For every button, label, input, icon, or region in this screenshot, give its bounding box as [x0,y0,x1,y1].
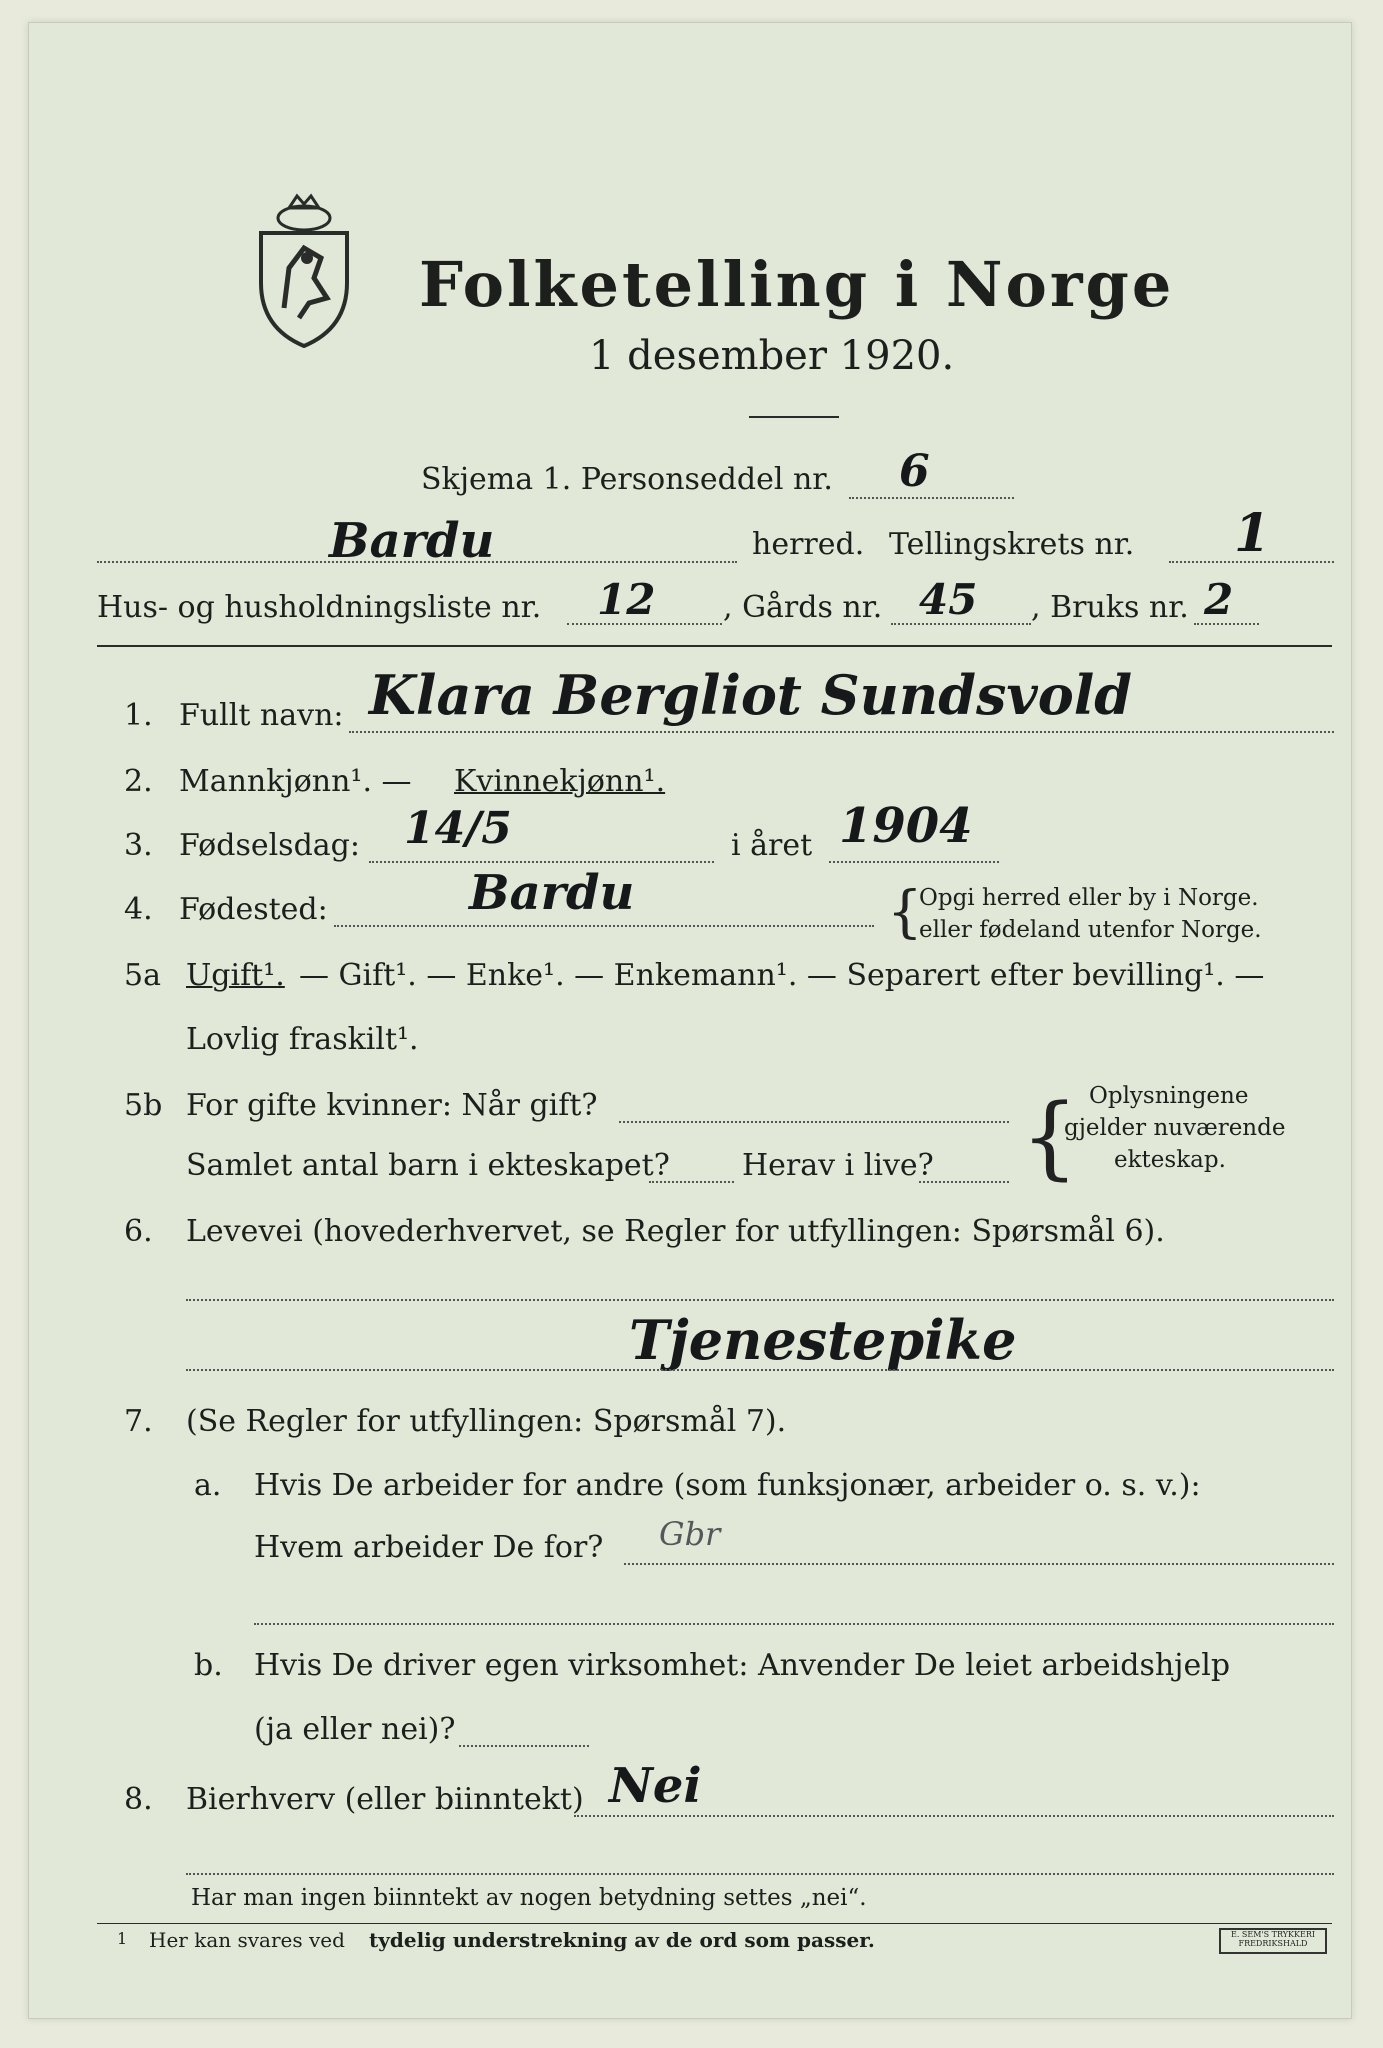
q5b-gift-field [619,1121,1009,1123]
q7b-field [459,1745,589,1747]
q5b-number: 5b [124,1088,163,1123]
q4-value: Bardu [469,865,635,921]
skjema-label: Skjema 1. Personseddel nr. [421,462,833,497]
q3-value: 14/5 [404,803,512,854]
q5b-note-3: ekteskap. [1114,1147,1226,1173]
q5b-barn-field [649,1181,734,1183]
q7a-value: Gbr [659,1515,721,1553]
q1-label: Fullt navn: [179,698,344,733]
q4-label: Fødested: [179,892,328,927]
header-rule [97,645,1332,647]
husliste-value: 12 [597,575,656,624]
printer-stamp: E. SEM'S TRYKKERI FREDRIKSHALD [1219,1928,1327,1954]
footer-note: Har man ingen biinntekt av nogen betydning settes „nei“. [191,1885,867,1911]
q3-label: Fødselsdag: [179,828,360,863]
q8-label: Bierhverv (eller biinntekt) [186,1782,584,1817]
q3-number: 3. [124,828,153,863]
q7a-letter: a. [194,1468,222,1503]
q8-field-1 [574,1815,1334,1817]
tellingskrets-value: 1 [1234,503,1271,564]
q5a-options: — Gift¹. — Enke¹. — Enkemann¹. — Separert efter bevilling¹. — [299,958,1265,993]
q7a-text: Hvis De arbeider for andre (som funksjonær, arbeider o. s. v.): [254,1468,1201,1503]
skjema-field [849,497,1014,499]
q5b-note-1: Oplysningene [1089,1083,1249,1109]
title-divider [749,416,839,418]
q2-mann: Mannkjønn¹. — [179,764,412,799]
q5b-barn-label: Samlet antal barn i ekteskapet? [186,1148,670,1183]
q7a-field-1 [624,1563,1334,1565]
q7a-question: Hvem arbeider De for? [254,1530,604,1565]
q7b-text: Hvis De driver egen virksomhet: Anvender De leiet arbeidshjelp [254,1648,1231,1683]
footer-rule [97,1923,1332,1924]
husliste-label: Hus- og husholdningsliste nr. [97,590,542,625]
q5b-note-2: gjelder nuværende [1064,1115,1286,1141]
coat-of-arms-icon [249,188,359,352]
page-title: Folketelling i Norge [419,248,1175,321]
q5b-live-field [919,1181,1009,1183]
q7b-letter: b. [194,1648,223,1683]
q5a-ugift: Ugift¹. [186,958,285,993]
q8-field-2 [186,1873,1334,1875]
q7b-question: (ja eller nei)? [254,1712,456,1747]
q6-field-2 [186,1369,1334,1371]
herred-value: Bardu [329,513,495,569]
skjema-value: 6 [899,446,930,497]
q6-value: Tjenestepike [629,1308,1017,1372]
q8-number: 8. [124,1782,153,1817]
q1-value: Klara Bergliot Sundsvold [369,663,1133,727]
q2-kvinne: Kvinnekjønn¹. [454,764,666,799]
q4-note-2: eller fødeland utenfor Norge. [919,917,1262,943]
q3-year-label: i året [731,828,813,863]
q5b-live-label: Herav i live? [742,1148,934,1183]
tellingskrets-label: Tellingskrets nr. [889,527,1135,562]
q4-number: 4. [124,892,153,927]
bruks-value: 2 [1204,575,1234,624]
q3-field [369,861,714,863]
q6-field-1 [186,1299,1334,1301]
footnote-number: 1 [117,1929,128,1948]
q3-year-field [829,861,999,863]
q5b-label: For gifte kvinner: Når gift? [186,1088,598,1123]
gards-value: 45 [919,575,978,624]
q7-label: (Se Regler for utfyllingen: Spørsmål 7). [186,1404,787,1439]
census-date: 1 desember 1920. [589,333,955,379]
q6-number: 6. [124,1214,153,1249]
q5a-number: 5a [124,958,161,993]
q8-value: Nei [609,1758,702,1814]
q1-field [349,731,1334,733]
q2-number: 2. [124,764,153,799]
q3-year-value: 1904 [839,798,973,854]
q1-number: 1. [124,698,153,733]
q4-field [334,925,874,927]
q4-brace: { [887,880,923,945]
herred-label: herred. [752,527,865,562]
gards-label: , Gårds nr. [723,590,883,625]
footnote-text-a: Her kan svares ved [149,1928,345,1952]
q7a-field-2 [254,1623,1334,1625]
q4-note-1: Opgi herred eller by i Norge. [919,885,1259,911]
bruks-label: , Bruks nr. [1031,590,1189,625]
q6-label: Levevei (hovederhvervet, se Regler for utfyllingen: Spørsmål 6). [186,1214,1165,1249]
q5a-line2: Lovlig fraskilt¹. [186,1022,419,1057]
q5b-brace: { [1021,1085,1079,1190]
census-form [28,22,1352,2019]
q7-number: 7. [124,1404,153,1439]
footnote-text-b: tydelig understrekning av de ord som passer. [369,1928,875,1952]
